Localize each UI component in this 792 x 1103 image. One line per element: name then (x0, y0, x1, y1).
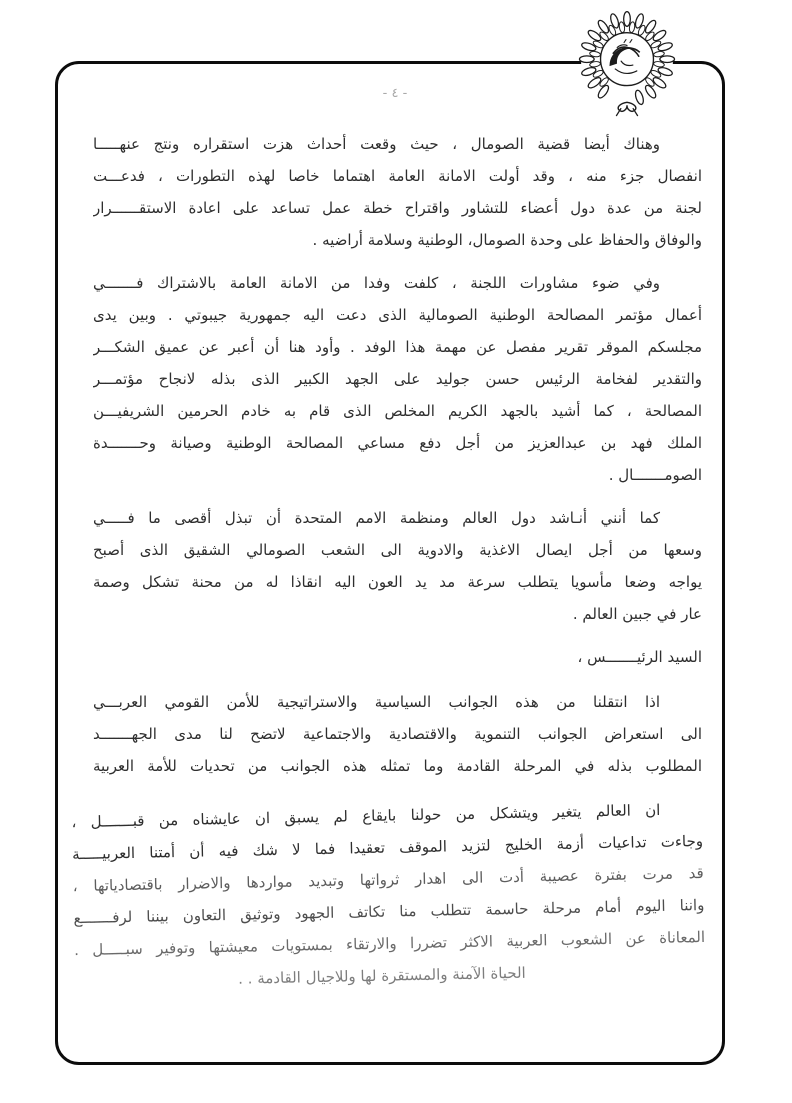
text-line: الحياة الآمنة والمستقرة لها وللاجيال القادمة . . (237, 963, 526, 988)
text-line: مجلسكم الموقر تقرير مفصل عن مهمة هذا الوفد . وأود هنا أن أعبر عن عميق الشكـــر (93, 338, 702, 356)
text-line: اذا انتقلنا من هذه الجوانب السياسية والاستراتيجية للأمن القومي العربـــي (93, 693, 660, 711)
text-line: انفصال جزء منه ، وقد أولت الامانة العامة اهتماما خاصا لهذه التطورات ، فدعـــت (93, 167, 702, 185)
text-line: وفي ضوء مشاورات اللجنة ، كلفت وفدا من الامانة العامة بالاشتراك فـــــــي (93, 274, 660, 292)
paragraph-somalia-intro (93, 128, 702, 256)
paragraph-committee-conference (93, 267, 702, 491)
text-line: السيد الرئيـــــــس ، (577, 648, 702, 666)
text-line: أعمال مؤتمر المصالحة الوطنية الصومالية الذى دعت اليه جمهورية جيبوتي . وبين يدى (93, 306, 702, 324)
text-line: قد مرت بفترة عصيبة أدت الى اهدار ثرواتها وتبديد مواردها والاضرار باقتصادياتها ، (72, 863, 704, 896)
arab-league-emblem-icon (578, 6, 676, 128)
text-line: عار في جبين العالم . (572, 605, 702, 623)
paragraph-changing-world (71, 793, 706, 998)
text-line: وسعها من أجل ايصال الاغذية والادوية الى الشعب الصومالي الشقيق الذى أصبح (93, 541, 702, 559)
text-line: لجنة من عدة دول أعضاء للتشاور واقتراح خطة عمل تساعد على اعادة الاستقــــــرار (93, 199, 702, 217)
text-line: الى استعراض الجوانب التنموية والاقتصادية والاجتماعية لاتضح لنا مدى الجهـــــــد (93, 725, 702, 743)
text-line: ان العالم يتغير ويتشكل من حولنا بايقاع لم يسبق ان عايشناه من قبـــــــل ، (71, 800, 661, 832)
text-line: والتقدير لفخامة الرئيس حسن جوليد على الجهد الكبير الذى بذله لانجاح مؤتمـــر (93, 370, 702, 388)
text-line: وجاءت تداعيات أزمة الخليج لتزيد الموقف تعقيدا فما لا شك فيه أن أمتنا العربيـــــة (71, 831, 704, 864)
text-line: والوفاق والحفاظ على وحدة الصومال، الوطنية وسلامة أراضيه . (312, 231, 702, 249)
paragraph-development-aspects (93, 686, 702, 782)
text-line: المصالحة ، كما أشيد بالجهد الكريم المخلص الذى قام به خادم الحرمين الشريفيـــن (93, 402, 702, 420)
page-number: - ٤ - (382, 86, 408, 101)
paragraph-appeal-aid (93, 502, 702, 630)
text-line: المطلوب بذله في المرحلة القادمة وما تمثله هذه الجوانب من تحديات للأمة العربية (93, 757, 702, 775)
text-line: المعاناة عن الشعوب العربية الاكثر تضررا والارتقاء بمستويات معيشتها وتوفير سبـــــل . (73, 927, 706, 960)
text-line: يواجه وضعا مأسويا يتطلب سرعة مد يد العون اليه انقاذا له من محنة تشكل وصمة (93, 573, 702, 591)
text-line: الملك فهد بن عبدالعزيز من أجل دفع مساعي المصالحة الوطنية وصيانة وحـــــــدة (93, 434, 702, 452)
text-line: وهناك أيضا قضية الصومال ، حيث وقعت أحداث هزت استقراره ونتج عنهـــــا (93, 135, 660, 153)
document-body (71, 128, 706, 996)
salutation-mr-president (93, 641, 702, 673)
text-line: واننا اليوم أمام مرحلة حاسمة تتطلب منا تكاتف الجهود وتوثيق التعاون بيننا لرفـــــــع (73, 895, 705, 928)
text-line: الصومـــــــال . (608, 466, 702, 484)
text-line: كما أنني أنـاشد دول العالم ومنظمة الامم المتحدة أن تبذل أقصى ما فـــــي (93, 509, 660, 527)
